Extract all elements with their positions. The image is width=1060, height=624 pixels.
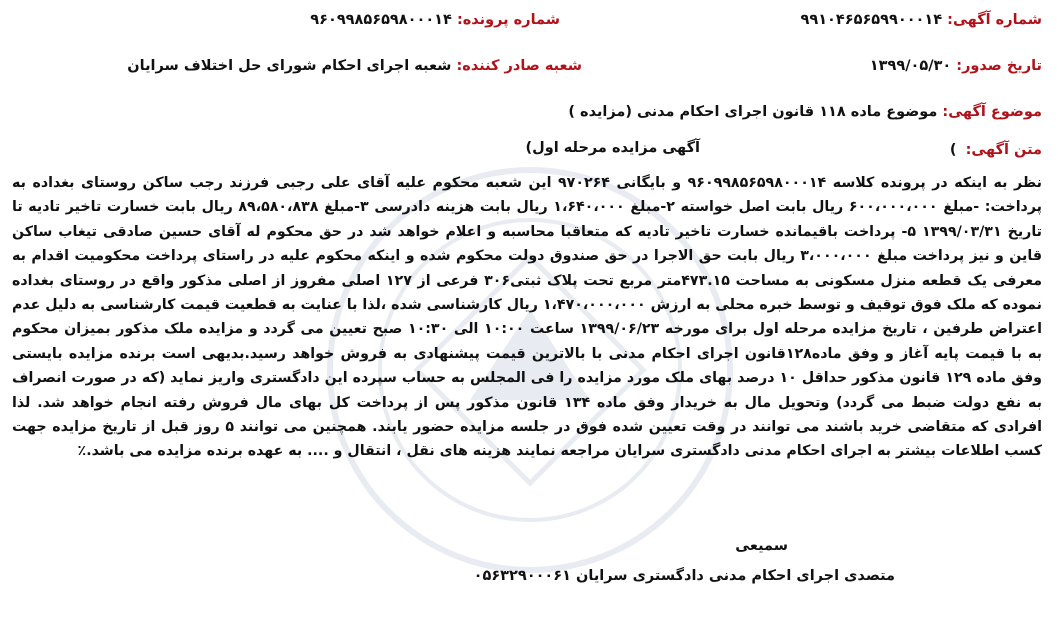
- signer-name: سمیعی: [735, 538, 788, 554]
- subject-value: موضوع ماده ۱۱۸ قانون اجرای احکام مدنی (مزایده ): [568, 104, 938, 120]
- ad-number: [801, 12, 1043, 28]
- issue-date-label: تاریخ صدور:: [956, 58, 1042, 74]
- ad-number-label: شماره آگهی:: [947, 12, 1042, 28]
- issuer-label: شعبه صادر کننده:: [456, 58, 582, 74]
- ad-text-label-paren: ): [949, 142, 957, 158]
- issue-date: [870, 58, 1042, 74]
- subject-label: موضوع آگهی:: [942, 104, 1042, 120]
- signer-title: متصدی اجرای احکام مدنی دادگستری سرایان ۰۵۶۳۲۹۰۰۰۶۱: [473, 568, 895, 584]
- case-number-label: شماره پرونده:: [456, 12, 560, 28]
- notice-body: نظر به اینکه در پرونده کلاسه ۹۶۰۹۹۸۵۶۵۹۸۰۰۰۱۴ و بایگانی ۹۷۰۲۶۴ این شعبه محکوم علیه آقای علی رجبی فرزند رجب ساکن روستای بغداده به پرداخت: -مبلغ ۶۰۰،۰۰۰،۰۰۰ ریال بابت اصل خواسته ۲-مبلغ ۱،۶۴۰،۰۰۰ ریال بابت هزینه دادرسی ۳-مبلغ ۸۹،۵۸۰،۸۳۸ ریال بابت خسارت تاخیر تادیه تا تاریخ ۱۳۹۹/۰۳/۳۱ ۵- پرداخت باقیمانده خسارت تاخیر تادیه که متعاقبا محاسبه و اعلام خواهد شد در حق محکوم له آقای حسین صادقی تیغاب ساکن قاین و نیز پرداخت مبلغ ۳،۰۰۰،۰۰۰ ریال بابت حق الاجرا در حق صندوق دولت محکوم شده و اینکه محکوم علیه در راستای پرداخت محکومیت اقدام به معرفی یک قطعه منزل مسکونی به مساحت ۴۷۳.۱۵متر مربع تحت پلاک ثبتی۳۰۶ فرعی از ۱۲۷ اصلی مفروز از اصلی مذکور واقع در روستای بغداده نموده که ملک فوق توقیف و توسط خبره محلی به ارزش ۱،۴۷۰،۰۰۰،۰۰۰ ریال کارشناسی شده ،لذا با عنایت به قطعیت قیمت کارشناسی به دلیل عدم اعتراض طرفین ، تاریخ مزایده مرحله اول برای مورخه ۱۳۹۹/۰۶/۲۳ ساعت ۱۰:۰۰ الی ۱۰:۳۰ صبح تعیین می گردد و مزایده ملک مذکور بمیزان محکوم به با قیمت پایه آغاز و وفق ماده۱۲۸قانون اجرای احکام مدنی با بالاترین قیمت پیشنهادی به فروش خواهد رسید.بدیهی است برنده مزایده بایستی وفق ماده ۱۲۹ قانون مذکور حداقل ۱۰ درصد بهای ملک مورد مزایده را فی المجلس به حساب سپرده این دادگستری واریز نماید (که در صورت انصراف به نفع دولت ضبط می گردد) وتحویل مال به خریدار وفق ماده ۱۳۴ قانون مذکور پس از پرداخت کل بهای مال فروش رفته انجام خواهد شد. لذا افرادی که متقاضی خرید باشند می توانند در وقت تعیین شده فوق در جلسه مزایده حضور یابند. همچنین می توانند ۵ روز قبل از تاریخ مزایده جهت کسب اطلاعات بیشتر به اجرای احکام مدنی دادگستری سرایان مراجعه نمایند هزینه های نقل ، انتقال و .... به عهده برنده مزایده می باشد.٪: [12, 175, 1043, 460]
- ad-text-label-row: [950, 142, 1042, 158]
- ad-title: آگهی مزایده مرحله اول): [525, 140, 700, 156]
- case-number-value: ۹۶۰۹۹۸۵۶۵۹۸۰۰۰۱۴: [310, 12, 452, 28]
- issuer-value: شعبه اجرای احکام شورای حل اختلاف سرایان: [127, 58, 452, 74]
- subject: [568, 104, 1042, 120]
- ad-text-label: متن آگهی:: [965, 142, 1042, 158]
- issuer: [127, 58, 582, 74]
- case-number: [310, 12, 560, 28]
- issue-date-value: ۱۳۹۹/۰۵/۳۰: [869, 58, 952, 74]
- ad-number-value: ۹۹۱۰۴۶۵۶۵۹۹۰۰۰۱۴: [800, 12, 943, 28]
